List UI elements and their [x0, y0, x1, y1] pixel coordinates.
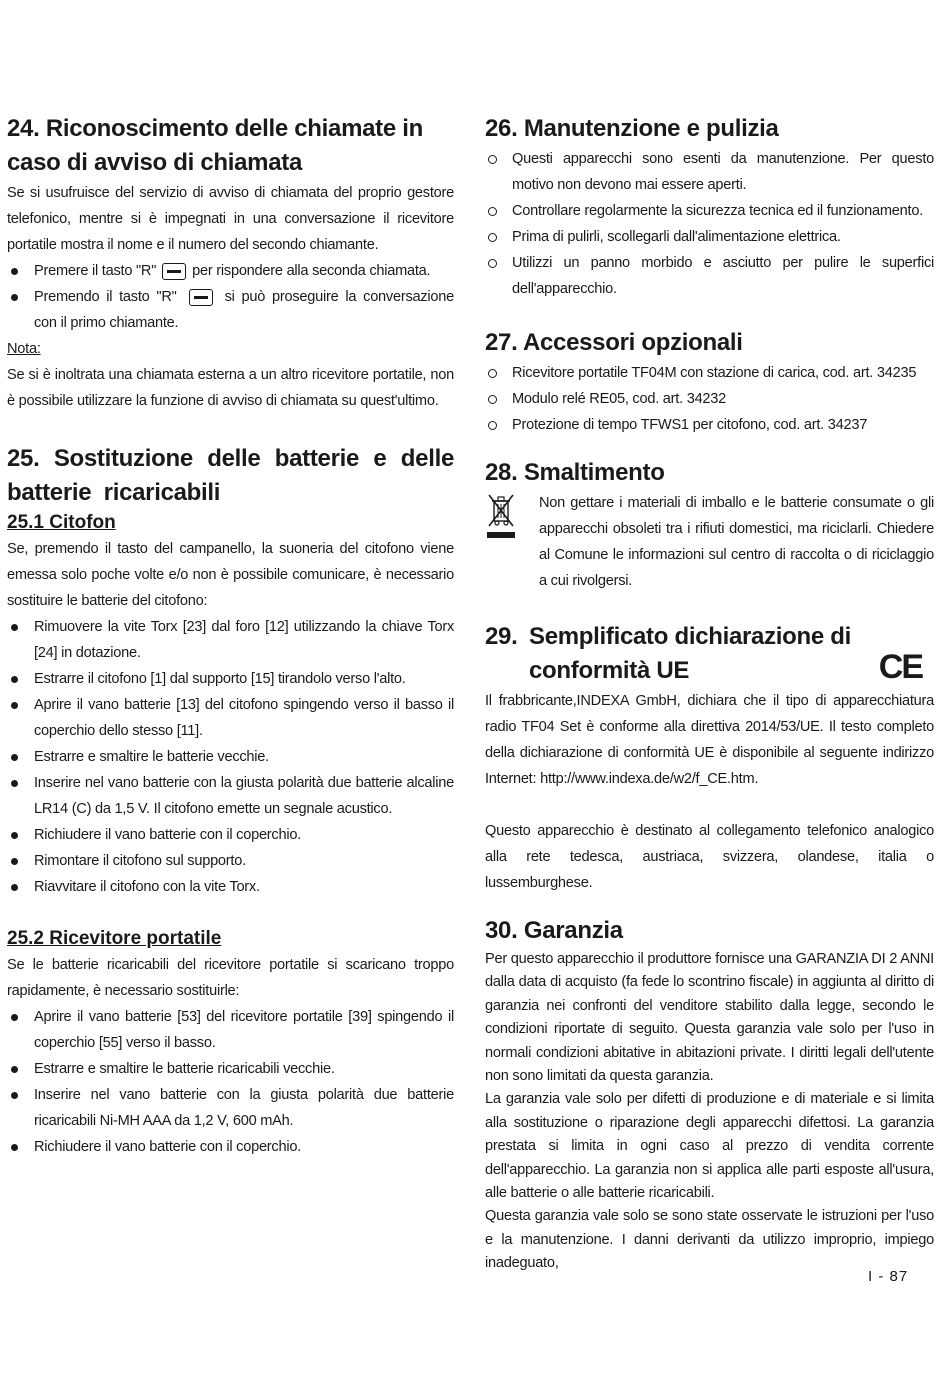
left-column — [7, 112, 454, 1160]
bullet-icon — [488, 155, 497, 164]
subsection-25-1-intro: Se, premendo il tasto del campanello, la suoneria del citofono viene emessa solo poche volte e/o non è possibile comunicare, è necessario sostituire le batterie del citofono: — [7, 541, 454, 609]
list-item-text: Aprire il vano batterie [53] del ricevitore portatile [39] spingendo il coperchio [55] verso il basso. — [34, 1009, 454, 1051]
list-item-text: Rimontare il citofono sul supporto. — [34, 853, 246, 869]
note-text: Se si è inoltrata una chiamata esterna a un altro ricevitore portatile, non è possibile utilizzare la funzione di avviso di chiamata su quest'ultimo. — [7, 367, 454, 409]
section-28-title: 28. Smaltimento — [485, 459, 665, 486]
section-24-title: 24. Riconoscimento delle chiamate in caso di avviso di chiamata — [7, 115, 423, 176]
crossed-bin-icon — [486, 492, 516, 540]
bullet-icon — [11, 780, 18, 787]
bullet-icon — [488, 233, 497, 242]
r-key-icon — [162, 263, 186, 280]
subsection-25-2-intro: Se le batterie ricaricabili del ricevitore portatile si scaricano troppo rapidamente, è necessario sostituirle: — [7, 957, 454, 999]
bullet-icon — [11, 624, 18, 631]
section-25-title: 25. Sostituzione delle batterie e delle batterie ricaricabili — [7, 445, 454, 506]
bullet-icon — [11, 1066, 18, 1073]
list-item-text: Questi apparecchi sono esenti da manutenzione. Per questo motivo non devono mai essere aperti. — [512, 151, 934, 193]
list-item-text: Ricevitore portatile TF04M con stazione di carica, cod. art. 34235 — [512, 365, 917, 381]
bullet-icon — [11, 832, 18, 839]
list-item-text: Estrarre e smaltire le batterie ricaricabili vecchie. — [34, 1061, 335, 1077]
disposal-block — [485, 490, 934, 594]
bullet-icon — [11, 294, 18, 301]
bullet-icon — [11, 858, 18, 865]
list-item — [485, 386, 934, 412]
warranty-text-3: Questa garanzia vale solo se sono state osservate le istruzioni per l'uso e la manutenzione. I danni derivanti da utilizzo improprio, impiego inadeguato, — [485, 1208, 934, 1272]
list-item: Premere il tasto "R" per rispondere alla seconda chiamata. — [7, 258, 454, 284]
list-item — [7, 822, 454, 848]
list-item — [7, 614, 454, 666]
list-item — [7, 1056, 454, 1082]
list-item-text: Inserire nel vano batterie con la giusta polarità due batterie alcaline LR14 (C) da 1,5 V. Il citofono emette un segnale acustico. — [34, 775, 454, 817]
bullet-list-25-1 — [7, 614, 454, 900]
list-item-text: Inserire nel vano batterie con la giusta polarità due batterie ricaricabili Ni-MH AAA da 1,2 V, 600 mAh. — [34, 1087, 454, 1129]
section-27-title: 27. Accessori opzionali — [485, 329, 743, 356]
ce-mark-icon: CE — [878, 648, 922, 686]
bullet-icon — [11, 1092, 18, 1099]
bullet-icon — [11, 884, 18, 891]
ring-list-26 — [485, 146, 934, 302]
subsection-25-1-title: 25.1 Citofon — [7, 512, 116, 533]
note-label: Nota: — [7, 341, 41, 357]
list-item — [485, 198, 934, 224]
list-item — [7, 1004, 454, 1056]
list-item-text: Protezione di tempo TFWS1 per citofono, cod. art. 34237 — [512, 417, 868, 433]
list-item — [485, 146, 934, 198]
list-item — [7, 666, 454, 692]
list-item-text: Estrarre il citofono [1] dal supporto [15] tirandolo verso l'alto. — [34, 671, 406, 687]
section-24-intro: Se si usufruisce del servizio di avviso di chiamata del proprio gestore telefonico, mentre si è impegnati in una conversazione il ricevitore portatile mostra il nome e il numero del secondo chiamante. — [7, 185, 454, 253]
section-29-header — [485, 620, 934, 688]
section-30-title: 30. Garanzia — [485, 917, 623, 944]
r-key-icon — [189, 289, 213, 306]
bullet-icon — [11, 268, 18, 275]
bullet-icon — [11, 1014, 18, 1021]
list-item-text: Riavvitare il citofono con la vite Torx. — [34, 879, 260, 895]
list-item — [485, 412, 934, 438]
list-item-text: Modulo relé RE05, cod. art. 34232 — [512, 391, 727, 407]
list-item — [7, 848, 454, 874]
list-item — [7, 1082, 454, 1134]
list-item-text: Controllare regolarmente la sicurezza tecnica ed il funzionamento. — [512, 203, 923, 219]
section-29-text-1: Il frabbricante,INDEXA GmbH, dichiara che il tipo di apparecchiatura radio TF04 Set è conforme alla direttiva 2014/53/UE. Il testo completo della dichiarazione di conformità UE è disponibile al seguente indirizzo Internet: http://www.indexa.de/w2/f_CE.htm. — [485, 693, 934, 787]
list-item-text: Richiudere il vano batterie con il coperchio. — [34, 1139, 301, 1155]
section-29-title: 29. Semplificato dichiarazione di conformità UE — [485, 623, 852, 684]
bullet-icon — [488, 207, 497, 216]
list-item-text: Estrarre e smaltire le batterie vecchie. — [34, 749, 269, 765]
list-item-text: Utilizzi un panno morbido e asciutto per pulire le superfici dell'apparecchio. — [512, 255, 934, 297]
list-item — [485, 360, 934, 386]
subsection-25-2-title: 25.2 Ricevitore portatile — [7, 928, 222, 949]
bullet-icon — [11, 676, 18, 683]
bullet-icon — [11, 1144, 18, 1151]
disposal-text: Non gettare i materiali di imballo e le batterie consumate o gli apparecchi obsoleti tra i rifiuti domestici, ma riciclarli. Chiedere al Comune le informazioni sul centro di raccolta o di riciclaggio a cui rivolgersi. — [539, 495, 934, 589]
warranty-text-1: Per questo apparecchio il produttore fornisce una GARANZIA DI 2 ANNI dalla data di acquisto (fa fede lo scontrino fiscale) in aggiunta al diritto di garanzia nei confronti del venditore stabilito dalla legge, secondo le condizioni riportate di seguito. Questa garanzia vale solo per l'uso in normali condizioni abitative in abitazioni private. I diritti legali dell'utente non sono limitati da questa garanzia. — [485, 951, 934, 1085]
warranty-text-2: La garanzia vale solo per difetti di produzione e di materiale e si limita alla sostituzione o riparazione degli apparecchi difettosi. La garanzia prestata si limita in ogni caso al prezzo di vendita corrente dell'apparecchio. La garanzia non si applica alle parti esposte all'usura, alle batterie o alle batterie ricaricabili. — [485, 1091, 934, 1202]
right-column — [485, 112, 934, 1276]
list-item-text: Rimuovere la vite Torx [23] dal foro [12] utilizzando la chiave Torx [24] in dotazione. — [34, 619, 454, 661]
bullet-icon — [488, 421, 497, 430]
list-item — [7, 692, 454, 744]
list-item-text: Prima di pulirli, scollegarli dall'alimentazione elettrica. — [512, 229, 841, 245]
list-item — [7, 744, 454, 770]
list-item-text: Richiudere il vano batterie con il coperchio. — [34, 827, 301, 843]
list-item — [7, 1134, 454, 1160]
bullet-icon — [11, 702, 18, 709]
list-item — [7, 770, 454, 822]
page-number: I - 87 — [868, 1268, 909, 1285]
section-26-title: 26. Manutenzione e pulizia — [485, 115, 779, 142]
bullet-icon — [488, 395, 497, 404]
bullet-icon — [488, 259, 497, 268]
list-item — [7, 874, 454, 900]
list-item: Premendo il tasto "R" si può proseguire la conversazione con il primo chiamante. — [7, 284, 454, 336]
ring-list-27 — [485, 360, 934, 438]
bullet-icon — [488, 369, 497, 378]
bullet-list-25-2 — [7, 1004, 454, 1160]
list-item-text: Aprire il vano batterie [13] del citofono spingendo verso il basso il coperchio dello stesso [11]. — [34, 697, 454, 739]
bullet-icon — [11, 754, 18, 761]
list-item — [485, 250, 934, 302]
section-29-text-2: Questo apparecchio è destinato al collegamento telefonico analogico alla rete tedesca, austriaca, svizzera, olandese, italia o lussemburghese. — [485, 823, 934, 891]
list-item — [485, 224, 934, 250]
